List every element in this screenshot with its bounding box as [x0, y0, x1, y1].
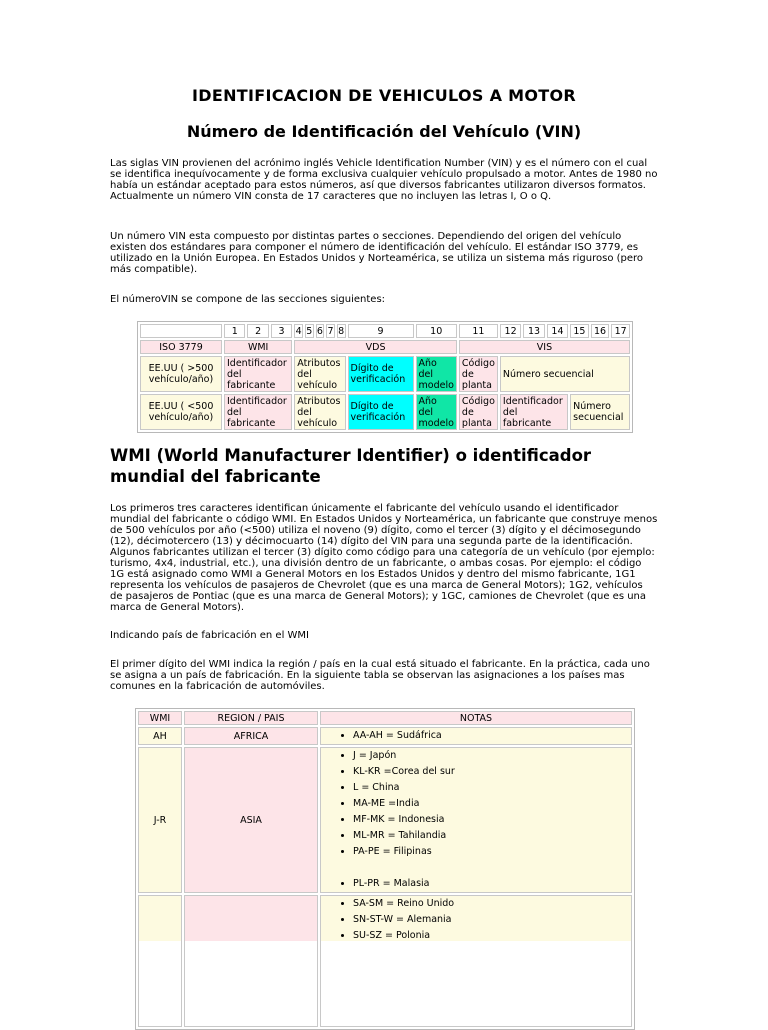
vds-section: VDS [294, 340, 457, 354]
position-cell: 16 [591, 324, 610, 338]
position-cell: 6 [316, 325, 323, 337]
wmi-code: AH [138, 727, 182, 745]
wmi-region-table [135, 708, 635, 1030]
notes-cell [320, 747, 632, 893]
list-item: • PL-PR = Malasia [353, 876, 629, 892]
notes-list [323, 896, 629, 944]
position-cell: 12 [500, 324, 521, 338]
region-name: AFRICA [184, 727, 318, 745]
table-row [138, 895, 632, 1027]
notes-list [323, 748, 629, 892]
list-item: • MA-ME =India [353, 796, 629, 812]
list-item: • ML-MR = Tahilandia [353, 828, 629, 844]
position-cell: 9 [348, 324, 414, 338]
iso-label: ISO 3779 [140, 340, 222, 354]
wmi-section: WMI [224, 340, 292, 354]
vehicle-attributes-cell: Atributos del vehículo [294, 356, 345, 392]
vis-section: VIS [459, 340, 630, 354]
usa-large-row [140, 356, 630, 392]
column-header: WMI [138, 711, 182, 725]
list-item: • MF-MK = Indonesia [353, 812, 629, 828]
manufacturer-id-extra-cell: Identificador del fabricante [500, 394, 568, 430]
blank-cell [140, 324, 222, 338]
usa-small-row [140, 394, 630, 430]
row-label: EE.UU ( <500 vehículo/año) [140, 394, 222, 430]
position-cell: 15 [570, 324, 589, 338]
position-cell: 2 [247, 324, 268, 338]
position-cell: 5 [306, 325, 313, 337]
wmi-code: J-R [138, 747, 182, 893]
sequential-number-cell: Número secuencial [500, 356, 630, 392]
region-name: ASIA [184, 747, 318, 893]
list-item: • KL-KR =Corea del sur [353, 764, 629, 780]
sequential-number-cell: Número secuencial [570, 394, 630, 430]
table-row [138, 727, 632, 745]
check-digit-cell: Dígito de verificación [348, 394, 414, 430]
notes-cell [320, 727, 632, 745]
country-paragraph: El primer dígito del WMI indica la región / país en la cual está situado el fabricante. En la práctica, cada uno se asigna a un país de fabricación. En la siguiente tabla se observan las asignaciones a los países mas comunes en la fabricación de automóviles. [110, 659, 650, 692]
page-subtitle: Número de Identificación del Vehículo (VIN) [186, 122, 582, 141]
position-cell: 1 [224, 324, 245, 338]
wmi-code [138, 895, 182, 1027]
check-digit-cell: Dígito de verificación [348, 356, 414, 392]
vehicle-attributes-cell: Atributos del vehículo [294, 394, 345, 430]
intro-paragraph: Las siglas VIN provienen del acrónimo inglés Vehicle Identification Number (VIN) y es el número con el cual se identifica inequívocamente y de forma exclusiva cualquier vehículo propulsado a motor. Antes de 1980 no había un estándar aceptado para estos números, así que diversos fabricantes utilizaron diversos formatos. Actualmente un número VIN consta de 17 caracteres que no incluyen las letras I, O o Q. [110, 158, 658, 202]
column-header: NOTAS [320, 711, 632, 725]
vin-structure-table [137, 321, 633, 433]
wmi-paragraph: Los primeros tres caracteres identifican únicamente el fabricante del vehículo usando el identificador mundial del fabricante o código WMI. En Estados Unidos y Norteamérica, un fabricante que construye menos de 500 vehículos por año (<500) utiliza el noveno (9) dígito, como el tercer (3) dígito y el décimosegundo (12), décimotercero (13) y décimocuarto (14) dígito del VIN para una segunda parte de la identificación. Algunos fabricantes utilizan el tercer (3) dígito como código para una categoría de un vehículo (por ejemplo: turismo, 4x4, industrial, etc.), una división dentro de un fabricante, o ambas cosas. Por ejemplo: el código 1G está asignado como WMI a General Motors en los Estados Unidos y dentro del mismo fabricante, 1G1 representa los vehículos de pasajeros de Chevrolet (que es una marca de General Motors); 1G2, vehículos de pasajeros de Pontiac (que es una marca de General Motors); y 1GC, camiones de Chevrolet (que es una marca de General Motors). [110, 503, 658, 613]
list-item: • AA-AH = Sudáfrica [353, 728, 629, 744]
position-cell: 8 [338, 325, 345, 337]
wmi-heading: WMI (World Manufacturer Identifier) o identificador mundial del fabricante [110, 446, 592, 486]
manufacturer-id-cell: Identificador del fabricante [224, 356, 292, 392]
model-year-cell: Año del modelo [416, 356, 457, 392]
position-cell: 13 [523, 324, 544, 338]
manufacturer-id-cell: Identificador del fabricante [224, 394, 292, 430]
position-cell: 14 [547, 324, 568, 338]
position-cell: 10 [416, 324, 457, 338]
model-year-cell: Año del modelo [416, 394, 457, 430]
list-item: • SA-SM = Reino Unido [353, 896, 629, 912]
page-title: IDENTIFICACION DE VEHICULOS A MOTOR [192, 86, 576, 105]
notes-list [323, 728, 629, 744]
list-item: • J = Japón [353, 748, 629, 764]
position-cell: 3 [271, 324, 292, 338]
list-item: • SU-SZ = Polonia [353, 928, 629, 944]
region-name [184, 895, 318, 1027]
position-cell: 11 [459, 324, 498, 338]
list-item: • PA-PE = Filipinas [353, 844, 629, 860]
notes-cell [320, 895, 632, 1027]
position-cell: 4 [295, 325, 302, 337]
table-row [138, 747, 632, 893]
position-cell: 17 [611, 324, 630, 338]
components-intro: El númeroVIN se compone de las secciones siguientes: [110, 294, 386, 305]
list-item: • L = China [353, 780, 629, 796]
country-subheading: Indicando país de fabricación en el WMI [110, 630, 310, 641]
column-header: REGION / PAIS [184, 711, 318, 725]
list-item: • SN-ST-W = Alemania [353, 912, 629, 928]
position-row [140, 324, 630, 338]
position-cell: 7 [327, 325, 334, 337]
sections-paragraph: Un número VIN esta compuesto por distintas partes o secciones. Dependiendo del origen del vehículo existen dos estándares para componer el número de identificación del vehículo. El estándar ISO 3779, es utilizado en la Unión Europea. En Estados Unidos y Norteamérica, se utiliza un sistema más riguroso (pero más compatible). [110, 231, 644, 275]
wmi-header-row [138, 711, 632, 725]
iso-row [140, 340, 630, 354]
plant-code-cell: Código de planta [459, 356, 498, 392]
plant-code-cell: Código de planta [459, 394, 498, 430]
row-label: EE.UU ( >500 vehículo/año) [140, 356, 222, 392]
